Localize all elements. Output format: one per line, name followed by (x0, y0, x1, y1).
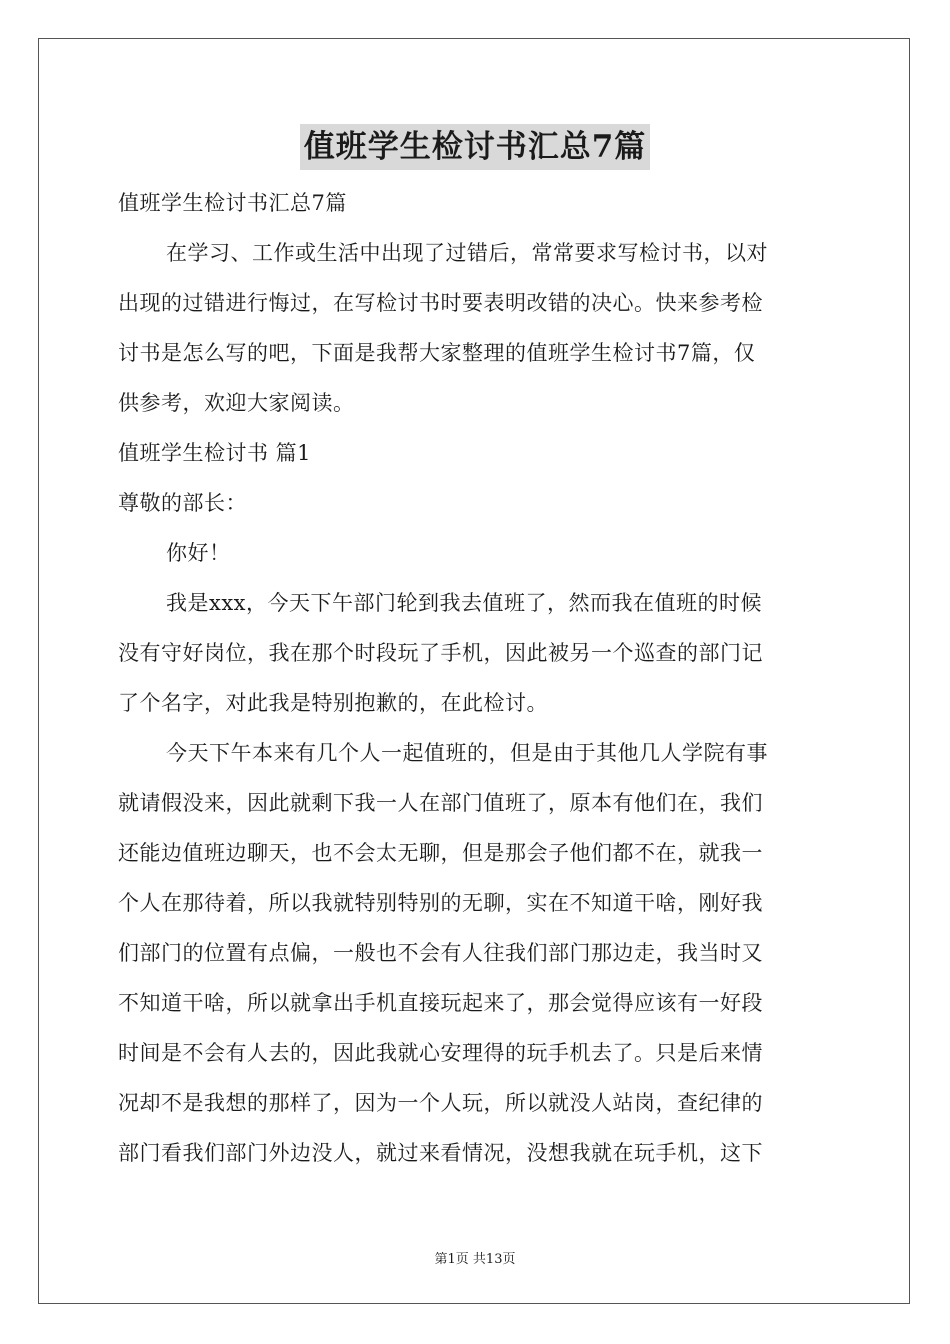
paragraph-line: 个人在那待着，所以我就特别特别的无聊，实在不知道干啥，刚好我 (118, 891, 763, 915)
paragraph-line: 讨书是怎么写的吧，下面是我帮大家整理的值班学生检讨书7篇，仅 (118, 341, 756, 365)
paragraph-line: 今天下午本来有几个人一起值班的，但是由于其他几人学院有事 (166, 741, 768, 765)
title-wrapper (0, 124, 950, 170)
page-footer: 第1页 共13页 (434, 1252, 516, 1267)
paragraph-line: 了个名字，对此我是特别抱歉的，在此检讨。 (118, 691, 548, 715)
paragraph-line: 还能边值班边聊天，也不会太无聊，但是那会子他们都不在，就我一 (118, 841, 763, 865)
greeting: 你好！ (166, 541, 231, 565)
document-body (118, 178, 834, 1178)
paragraph-line: 部门看我们部门外边没人，就过来看情况，没想我就在玩手机，这下 (118, 1141, 763, 1165)
paragraph-line: 出现的过错进行悔过，在写检讨书时要表明改错的决心。快来参考检 (118, 291, 763, 315)
salutation: 尊敬的部长： (118, 491, 247, 515)
paragraph-line: 不知道干啥，所以就拿出手机直接玩起来了，那会觉得应该有一好段 (118, 991, 763, 1015)
paragraph-line: 们部门的位置有点偏，一般也不会有人往我们部门那边走，我当时又 (118, 941, 763, 965)
document-title: 值班学生检讨书汇总7篇 (300, 124, 651, 170)
paragraph-line: 供参考，欢迎大家阅读。 (118, 391, 355, 415)
paragraph-line: 就请假没来，因此就剩下我一人在部门值班了，原本有他们在，我们 (118, 791, 763, 815)
subtitle-line: 值班学生检讨书汇总7篇 (118, 191, 347, 215)
paragraph-line: 我是xxx，今天下午部门轮到我去值班了，然而我在值班的时候 (166, 591, 763, 615)
section-heading: 值班学生检讨书 篇1 (118, 441, 312, 465)
paragraph-line: 况却不是我想的那样了，因为一个人玩，所以就没人站岗，查纪律的 (118, 1091, 763, 1115)
paragraph-line: 时间是不会有人去的，因此我就心安理得的玩手机去了。只是后来情 (118, 1041, 763, 1065)
paragraph-line: 没有守好岗位，我在那个时段玩了手机，因此被另一个巡查的部门记 (118, 641, 763, 665)
paragraph-line: 在学习、工作或生活中出现了过错后，常常要求写检讨书，以对 (166, 241, 768, 265)
